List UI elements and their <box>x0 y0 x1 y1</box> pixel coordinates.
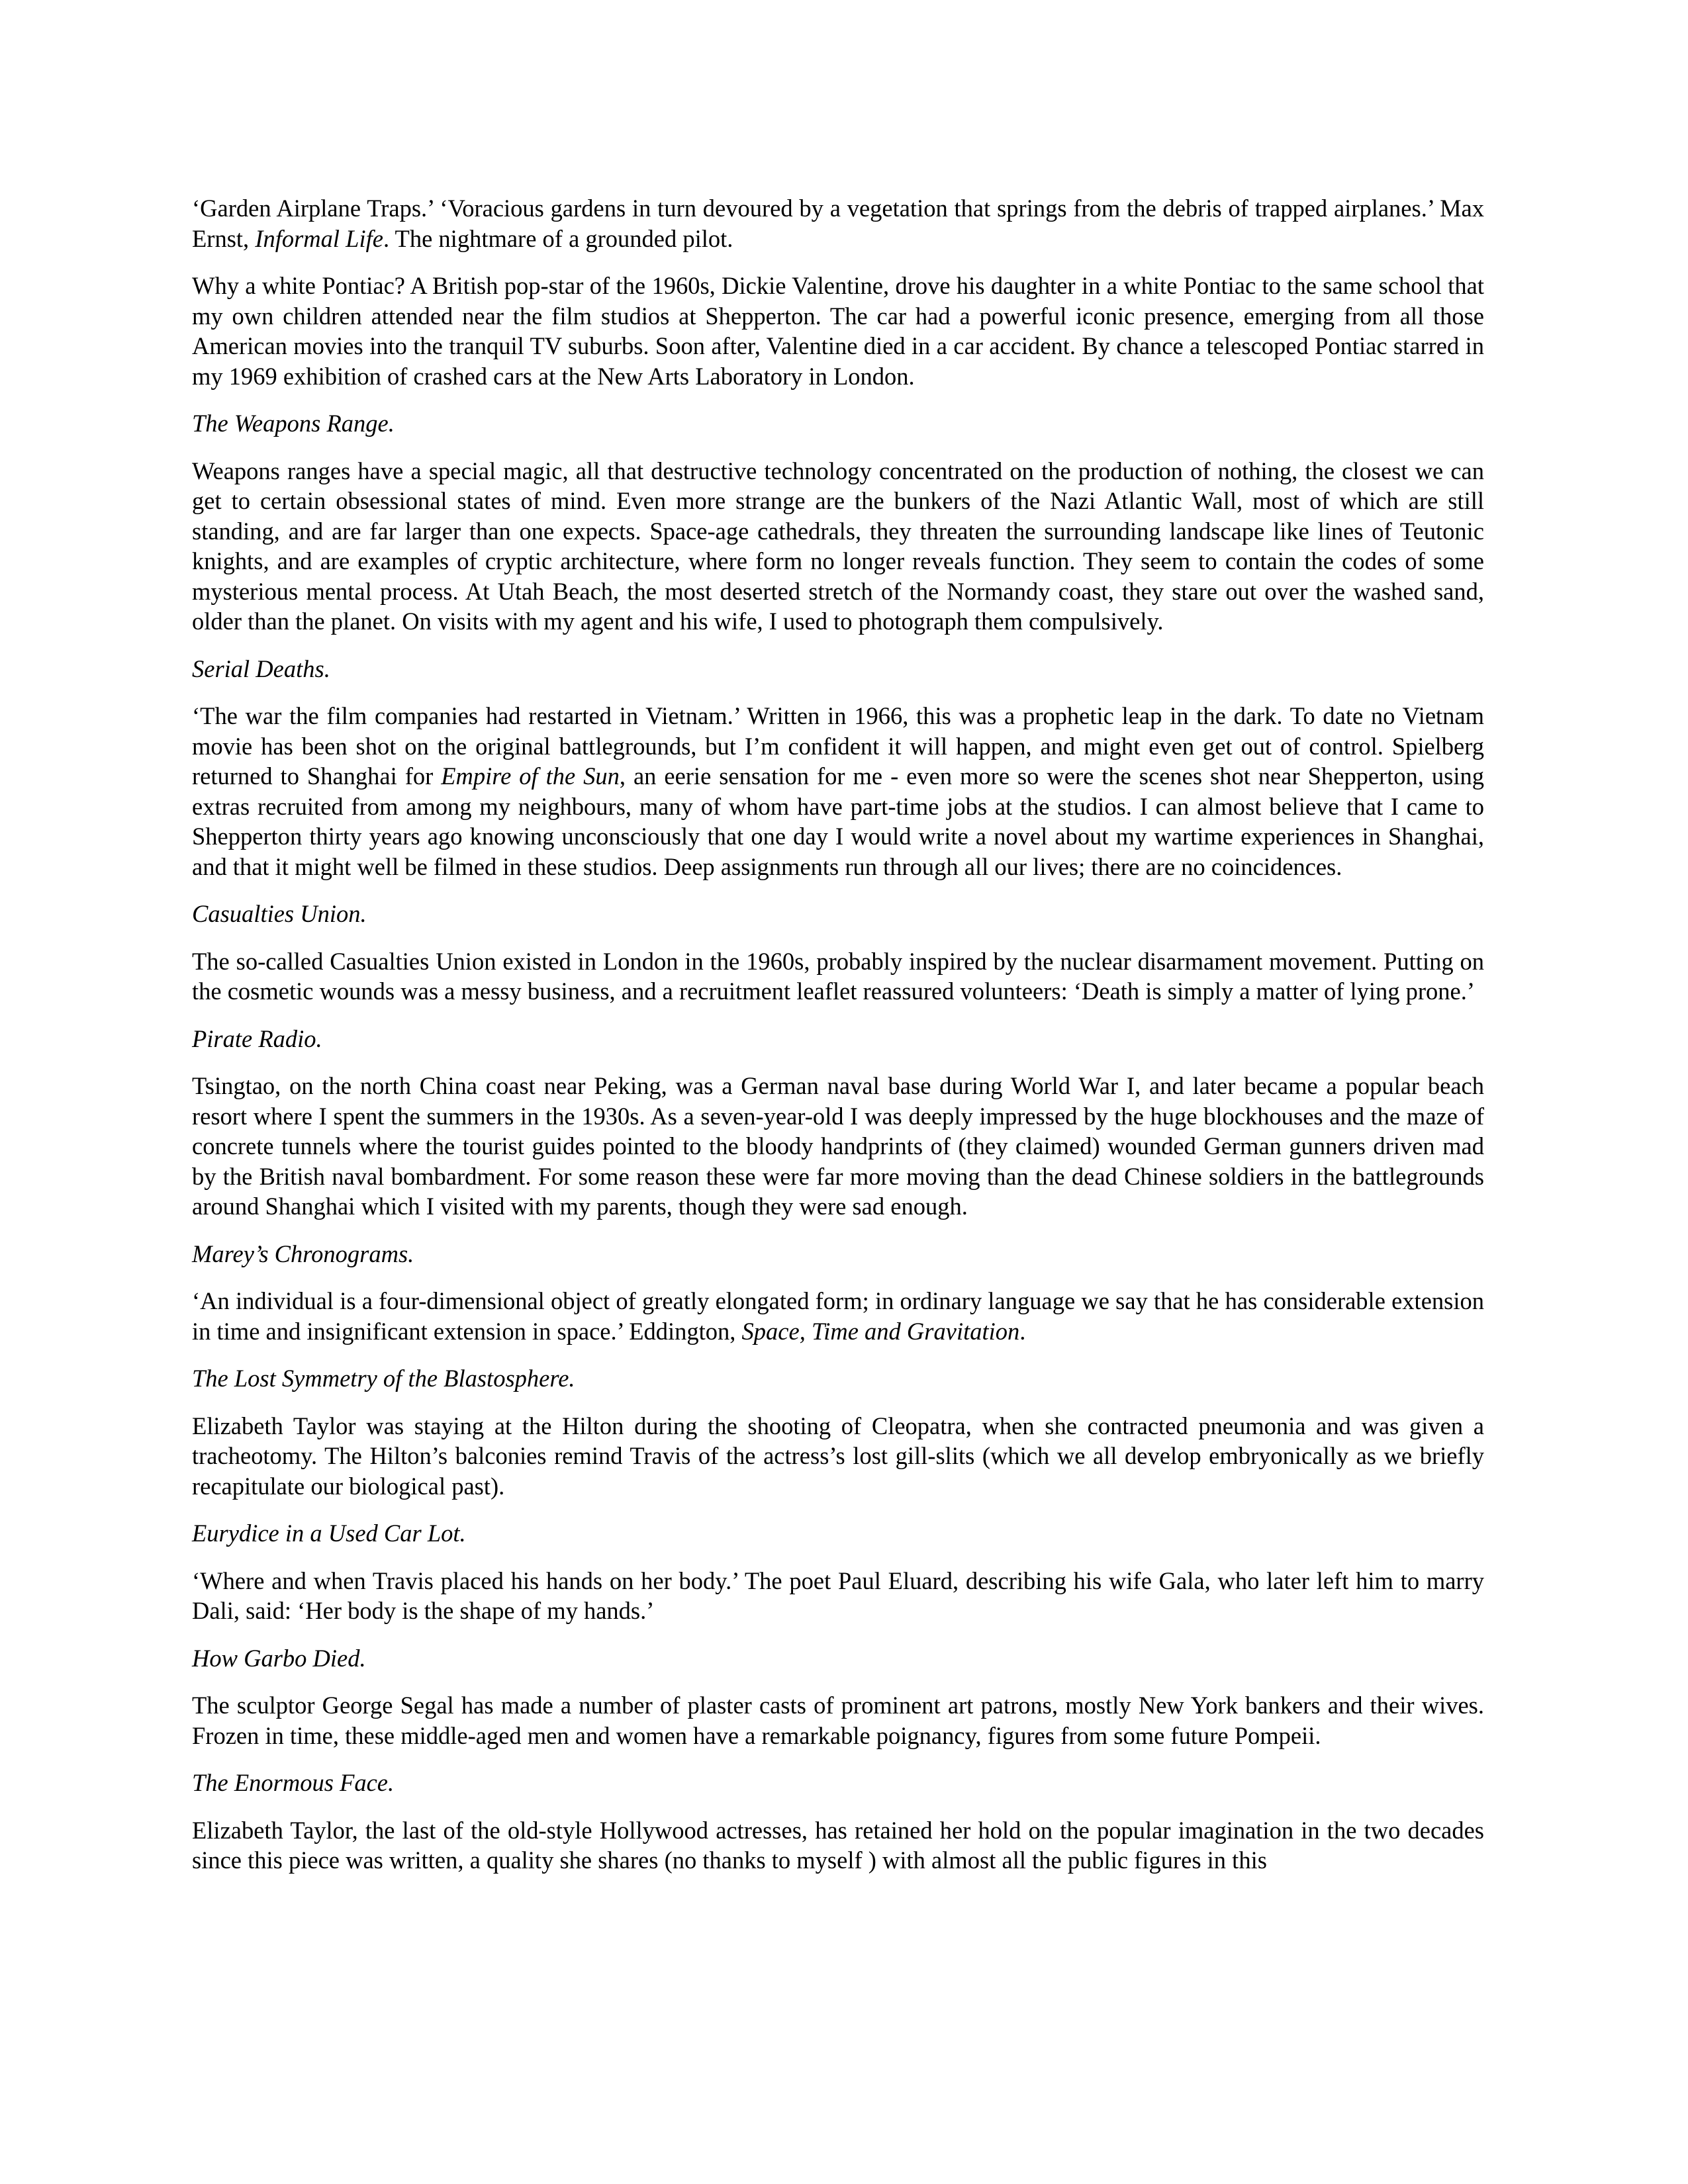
paragraph-serial-deaths <box>192 701 1484 882</box>
paragraph-lost-symmetry <box>192 1411 1484 1502</box>
heading-serial-deaths <box>192 654 1484 684</box>
text-run: ‘Where and when Travis placed his hands on her body.’ The poet Paul Eluard, describing his wife Gala, who later left him to marry Dali, said: ‘Her body is the shape of my hands.’ <box>192 1567 1484 1624</box>
text-run: How Garbo Died. <box>192 1644 366 1672</box>
heading-weapons-range <box>192 408 1484 439</box>
text-run: ‘Garden Airplane Traps.’ ‘Voracious gardens in turn devoured by a vegetation that springs from the debris of trapped airplanes.’ Max Ernst, <box>192 195 1484 252</box>
paragraph-pirate-radio <box>192 1071 1484 1222</box>
text-run: Eurydice in a Used Car Lot. <box>192 1520 466 1547</box>
text-run: Elizabeth Taylor was staying at the Hilton during the shooting of Cleopatra, when she contracted pneumonia and was given a tracheotomy. The Hilton’s balconies remind Travis of the actress’s lost gill-slits (which we all develop embryonically as we briefly recapitulate our biological past). <box>192 1412 1484 1500</box>
paragraph-mareys-chronograms <box>192 1286 1484 1346</box>
heading-mareys-chronograms <box>192 1239 1484 1269</box>
text-run: ‘An individual is a four-dimensional object of greatly elongated form; in ordinary language we say that he has considerable extension in time and insignificant extension in space.’ Eddington, <box>192 1287 1484 1345</box>
text-run: Pirate Radio. <box>192 1024 322 1052</box>
text-run: Elizabeth Taylor, the last of the old-style Hollywood actresses, has retained her hold on the popular imagination in the two decades since this piece was written, a quality she shares (no thanks to myself ) with almost all the public figures in this <box>192 1816 1484 1874</box>
text-run: Tsingtao, on the north China coast near Peking, was a German naval base during World War I, and later became a popular beach resort where I spent the summers in the 1930s. As a seven-year-old I was deeply impressed by the huge blockhouses and the maze of concrete tunnels where the tourist guides pointed to the bloody handprints of (they claimed) wounded German gunners driven mad by the British naval bombardment. For some reason these were far more moving than the dead Chinese soldiers in the battlegrounds around Shanghai which I visited with my parents, though they were sad enough. <box>192 1072 1484 1220</box>
text-run: Weapons ranges have a special magic, all that destructive technology concentrated on the production of nothing, the closest we can get to certain obsessional states of mind. Even more strange are the bunkers of the Nazi Atlantic Wall, most of which are still standing, and are far larger than one expects. Space-age cathedrals, they threaten the surrounding landscape like lines of Teutonic knights, and are examples of cryptic architecture, where form no longer reveals function. They seem to contain the codes of some mysterious mental process. At Utah Beach, the most deserted stretch of the Normandy coast, they stare out over the washed sand, older than the planet. On visits with my agent and his wife, I used to photograph them compulsively. <box>192 457 1484 635</box>
heading-eurydice <box>192 1518 1484 1549</box>
heading-lost-symmetry <box>192 1363 1484 1394</box>
paragraph-eurydice <box>192 1566 1484 1626</box>
text-run: , an eerie sensation for me - even more so were the scenes shot near Shepperton, using extras recruited from among my neighbours, many of whom have part-time jobs at the studios. I can almost believe that I came to Shepperton thirty years ago knowing unconsciously that one day I would write a novel about my wartime experiences in Shanghai, and that it might well be filmed in these studios. Deep assignments run through all our lives; there are no coincidences. <box>192 762 1484 880</box>
text-run: The Lost Symmetry of the Blastosphere. <box>192 1365 575 1392</box>
paragraph-how-garbo-died <box>192 1690 1484 1751</box>
text-run: The Enormous Face. <box>192 1769 395 1796</box>
heading-pirate-radio <box>192 1024 1484 1054</box>
heading-how-garbo-died <box>192 1643 1484 1674</box>
text-run: Why a white Pontiac? A British pop-star of the 1960s, Dickie Valentine, drove his daughter in a white Pontiac to the same school that my own children attended near the film studios at Shepperton. The car had a powerful iconic presence, emerging from all those American movies into the tranquil TV suburbs. Soon after, Valentine died in a car accident. By chance a telescoped Pontiac starred in my 1969 exhibition of crashed cars at the New Arts Laboratory in London. <box>192 272 1484 390</box>
italic-title: Informal Life <box>255 224 383 252</box>
italic-title: Space, Time and Gravitation <box>741 1317 1020 1345</box>
text-run: The so-called Casualties Union existed in London in the 1960s, probably inspired by the nuclear disarmament movement. Putting on the cosmetic wounds was a messy business, and a recruitment leaflet reassured volunteers: ‘Death is simply a matter of lying prone.’ <box>192 947 1484 1005</box>
heading-casualties-union <box>192 899 1484 929</box>
text-run: Marey’s Chronograms. <box>192 1240 414 1267</box>
text-run: The sculptor George Segal has made a number of plaster casts of prominent art patrons, mostly New York bankers and their wives. Frozen in time, these middle-aged men and women have a remarkable poignancy, figures from some future Pompeii. <box>192 1692 1484 1749</box>
paragraph-weapons-range <box>192 456 1484 637</box>
italic-title: Empire of the Sun <box>441 762 620 790</box>
paragraph-casualties-union <box>192 946 1484 1007</box>
text-run: . The nightmare of a grounded pilot. <box>383 224 733 252</box>
paragraph-white-pontiac <box>192 271 1484 391</box>
text-run: . <box>1019 1317 1026 1345</box>
paragraph-enormous-face <box>192 1815 1484 1876</box>
document-page <box>192 193 1484 1893</box>
text-run: Casualties Union. <box>192 900 367 927</box>
paragraph-garden-airplane-traps <box>192 193 1484 253</box>
text-run: The Weapons Range. <box>192 410 395 437</box>
text-run: ‘The war the film companies had restarted in Vietnam.’ Written in 1966, this was a prophetic leap in the dark. To date no Vietnam movie has been shot on the original battlegrounds, but I’m confident it will happen, and might even get out of control. Spielberg returned to Shanghai for <box>192 702 1484 790</box>
heading-enormous-face <box>192 1768 1484 1798</box>
text-run: Serial Deaths. <box>192 655 330 682</box>
